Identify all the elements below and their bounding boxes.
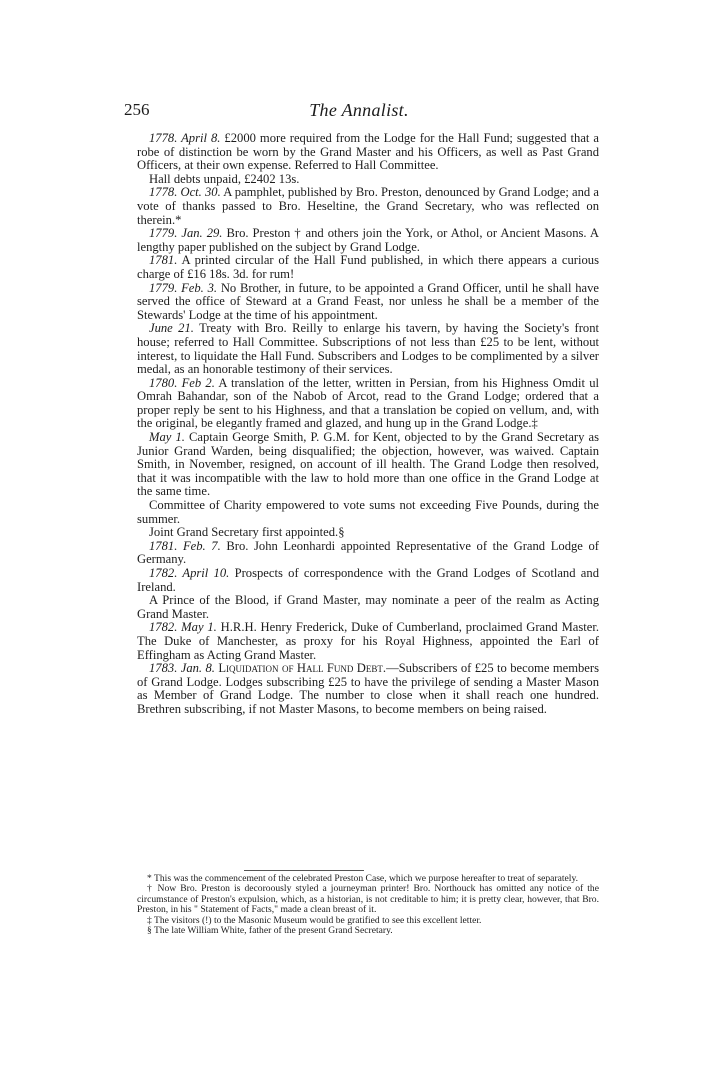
entry-paragraph bbox=[137, 526, 599, 540]
footnote: * This was the commencement of the celebrated Preston Case, which we purpose hereafter to treat of separately. bbox=[147, 873, 579, 884]
entry-paragraph bbox=[137, 621, 599, 662]
entry-paragraph bbox=[137, 662, 599, 716]
entry-text: —Subscribers of £25 to become members of Grand Lodge. Lodges subscribing £25 to have the privilege of sending a Master Mason as Member of Grand Lodge. The number to close when it shall reach one hundred. Brethren subscribing, if not Master Masons, to become members on being raised. bbox=[137, 661, 599, 716]
running-title: The Annalist. bbox=[309, 100, 409, 120]
entry-paragraph bbox=[137, 186, 599, 227]
entry-paragraph bbox=[137, 540, 599, 567]
entry-text: £2000 more required from the Lodge for the Hall Fund; suggested that a robe of distinction be worn by the Grand Master and his Officers, as well as Past Grand Officers, at their own expense. Referred to Hall Committee. bbox=[137, 131, 599, 173]
entry-text: Joint Grand Secretary first appointed.§ bbox=[149, 525, 345, 540]
entry-date: 1778. April 8. bbox=[149, 131, 221, 145]
entry-paragraph bbox=[137, 322, 599, 376]
entry-paragraph bbox=[137, 377, 599, 431]
entry-paragraph bbox=[137, 431, 599, 499]
entry-text: Hall debts unpaid, £2402 13s. bbox=[149, 171, 300, 186]
entry-text: H.R.H. Henry Frederick, Duke of Cumberland, proclaimed Grand Master. The Duke of Manchester, as proxy for his Royal Highness, appointed the Earl of Effingham as Acting Grand Master. bbox=[137, 620, 599, 662]
main-text bbox=[137, 132, 599, 717]
entry-text: Bro. Preston † and others join the York, or Athol, or Ancient Masons. A lengthy paper published on the subject by Grand Lodge. bbox=[137, 226, 599, 254]
entry-date: 1779. Feb. 3. bbox=[149, 280, 218, 295]
entry-text: Captain George Smith, P. G.M. for Kent, objected to by the Grand Secretary as Junior Grand Warden, being disqualified; the objection, however, was waived. Captain Smith, in November, resigned, on account of ill health. The Grand Lodge then resolved, that it was incompatible with the law to hold more than one office in the Grand Lodge at the same time. bbox=[137, 430, 599, 499]
entry-paragraph bbox=[137, 282, 599, 323]
entry-text: Committee of Charity empowered to vote sums not exceeding Five Pounds, during the summer. bbox=[137, 498, 599, 526]
entry-paragraph bbox=[137, 567, 599, 594]
entry-date: 1780. Feb 2. bbox=[149, 375, 215, 390]
entry-paragraph bbox=[137, 227, 599, 254]
footnote-divider bbox=[244, 870, 364, 871]
entry-date: 1783. Jan. 8. bbox=[149, 661, 215, 676]
entry-date: June 21. bbox=[149, 321, 194, 336]
footnote: § The late William White, father of the present Grand Secretary. bbox=[147, 925, 393, 937]
entry-paragraph bbox=[137, 254, 599, 281]
footnote: ‡ The visitors (!) to the Masonic Museum would be gratified to see this excellent letter. bbox=[147, 914, 482, 926]
footnotes bbox=[137, 874, 599, 936]
entry-paragraph bbox=[137, 173, 599, 187]
entry-text: No Brother, in future, to be appointed a Grand Officer, until he shall have served the office of Steward at a Grand Feast, nor unless he shall be a member of the Stewards' Lodge at the time of his appointment. bbox=[137, 280, 599, 322]
entry-date: 1781. Feb. 7. bbox=[149, 538, 221, 553]
entry-date: May 1. bbox=[149, 430, 185, 445]
entry-date: 1781. bbox=[149, 253, 178, 268]
page-number: 256 bbox=[124, 100, 150, 119]
entry-text: A pamphlet, published by Bro. Preston, denounced by Grand Lodge; and a vote of thanks passed to Bro. Heseltine, the Grand Secretary, who was reflected on therein.* bbox=[137, 185, 599, 227]
entry-date: 1782. May 1. bbox=[149, 620, 217, 635]
entry-date: 1778. Oct. 30. bbox=[149, 185, 221, 200]
page-header bbox=[124, 100, 594, 124]
entry-paragraph bbox=[137, 132, 599, 173]
entry-text: A translation of the letter, written in Persian, from his Highness Omdit ul Omrah Bahandar, son of the Nabob of Arcot, read to the Grand Lodge; ordered that a proper reply be sent to his Highness, and that a translation be copied on vellum, and, with the original, be elegantly framed and glazed, and hung up in the Grand Lodge.‡ bbox=[137, 375, 599, 431]
entry-date: 1779. Jan. 29. bbox=[149, 226, 223, 241]
entry-text: A printed circular of the Hall Fund published, in which there appears a curious charge of £16 18s. 3d. for rum! bbox=[137, 253, 599, 281]
entry-paragraph bbox=[137, 594, 599, 621]
entry-text: Treaty with Bro. Reilly to enlarge his tavern, by having the Society's front house; referred to Hall Committee. Subscriptions of not less than £25 to be lent, without interest, to liquidate the Hall Fund. Subscribers and Lodges to be complimented by a silver medal, as an honorable testimony of their services. bbox=[137, 321, 599, 377]
entry-text: Prospects of correspondence with the Grand Lodges of Scotland and Ireland. bbox=[137, 566, 599, 594]
entry-heading: Liquidation of Hall Fund Debt. bbox=[214, 661, 387, 676]
entry-text: A Prince of the Blood, if Grand Master, may nominate a peer of the realm as Acting Grand Master. bbox=[137, 593, 599, 621]
entry-text: Bro. John Leonhardi appointed Representative of the Grand Lodge of Germany. bbox=[137, 538, 599, 567]
footnote: † Now Bro. Preston is decoroously styled a journeyman printer! Bro. Northouck has omitted any notice of the circumstance of Preston's expulsion, which, as a historian, is not creditable to him; it is pretty clear, however, that Bro. Preston, in his " Statement of Facts," made a clean breast of it. bbox=[137, 883, 599, 916]
entry-paragraph bbox=[137, 499, 599, 526]
entry-date: 1782. April 10. bbox=[149, 566, 230, 580]
